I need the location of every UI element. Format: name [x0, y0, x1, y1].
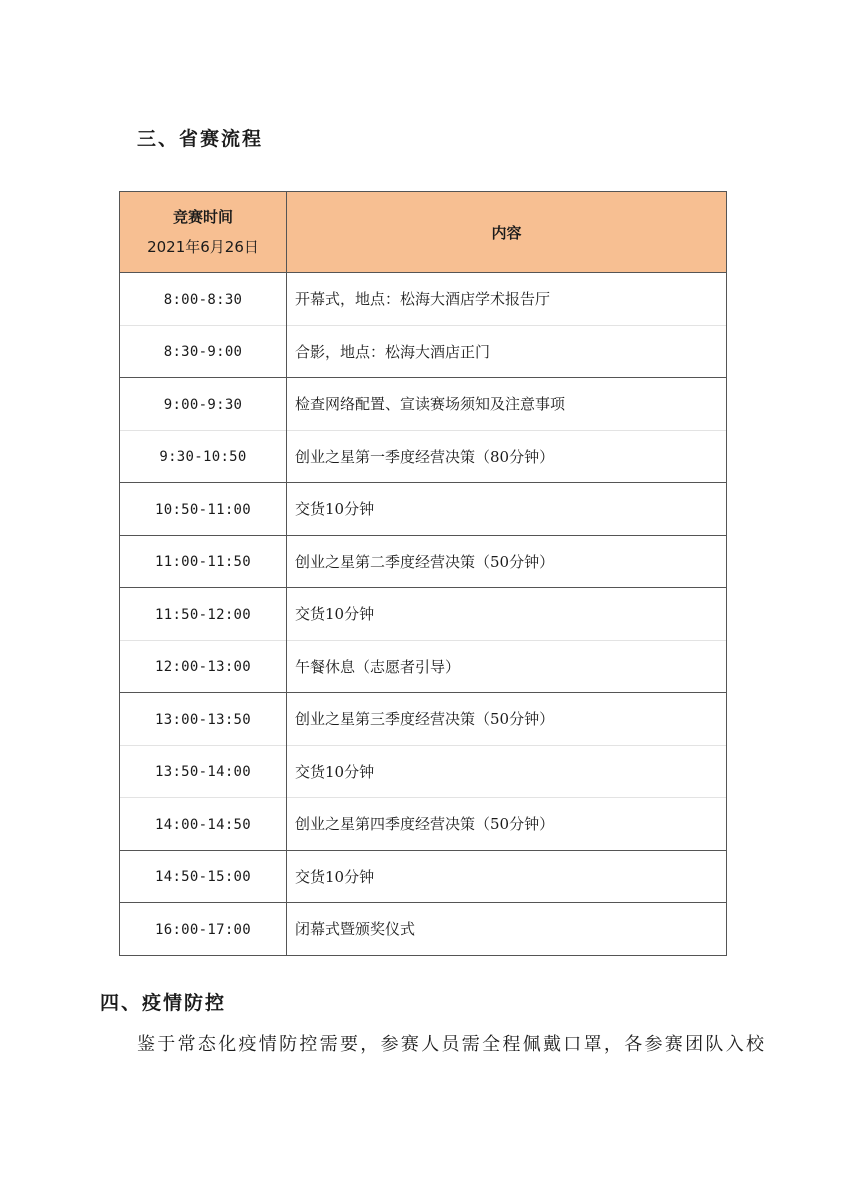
table-row — [120, 640, 727, 693]
row-content: 创业之星第二季度经营决策（50分钟） — [287, 535, 727, 588]
section-3-title: 三、省赛流程 — [137, 128, 264, 150]
row-time: 8:00-8:30 — [163, 291, 243, 308]
row-content: 闭幕式暨颁奖仪式 — [287, 903, 727, 956]
row-time: 13:50-14:00 — [154, 764, 252, 781]
table-row — [120, 273, 727, 326]
table-row — [120, 693, 727, 746]
row-content: 创业之星第三季度经营决策（50分钟） — [287, 693, 727, 746]
row-time: 8:30-9:00 — [163, 344, 243, 361]
table-row — [120, 483, 727, 536]
row-content: 交货10分钟 — [287, 745, 727, 798]
section-4-title: 四、疫情防控 — [100, 992, 227, 1014]
table-row — [120, 798, 727, 851]
table-row — [120, 588, 727, 641]
row-content: 交货10分钟 — [287, 588, 727, 641]
row-content: 午餐休息（志愿者引导） — [287, 640, 727, 693]
table-row — [120, 850, 727, 903]
row-time: 13:00-13:50 — [154, 711, 252, 728]
section-4-paragraph: 鉴于常态化疫情防控需要，参赛人员需全程佩戴口罩，各参赛团队入校 — [137, 1034, 767, 1055]
table-row — [120, 903, 727, 956]
row-time: 9:00-9:30 — [163, 396, 243, 413]
row-content: 交货10分钟 — [287, 483, 727, 536]
header-content-label: 内容 — [287, 192, 727, 273]
table-header-row — [120, 192, 727, 273]
table-row — [120, 535, 727, 588]
header-time-cell — [120, 192, 287, 273]
row-content: 检查网络配置、宣读赛场须知及注意事项 — [287, 378, 727, 431]
row-time: 12:00-13:00 — [154, 659, 252, 676]
header-date-label: 2021年6月26日 — [147, 238, 259, 256]
row-content: 创业之星第四季度经营决策（50分钟） — [287, 798, 727, 851]
row-content: 合影，地点：松海大酒店正门 — [287, 325, 727, 378]
row-content: 开幕式，地点：松海大酒店学术报告厅 — [287, 273, 727, 326]
header-time-label: 竞赛时间 — [172, 208, 233, 226]
table-row — [120, 378, 727, 431]
row-time: 14:50-15:00 — [154, 869, 252, 886]
table-row — [120, 745, 727, 798]
row-time: 10:50-11:00 — [154, 501, 252, 518]
row-time: 9:30-10:50 — [159, 449, 247, 466]
schedule-table — [119, 191, 727, 956]
row-time: 11:00-11:50 — [154, 554, 252, 571]
row-time: 11:50-12:00 — [154, 606, 252, 623]
row-content: 创业之星第一季度经营决策（80分钟） — [287, 430, 727, 483]
table-row — [120, 430, 727, 483]
row-content: 交货10分钟 — [287, 850, 727, 903]
row-time: 16:00-17:00 — [154, 921, 252, 938]
table-row — [120, 325, 727, 378]
row-time: 14:00-14:50 — [154, 816, 252, 833]
